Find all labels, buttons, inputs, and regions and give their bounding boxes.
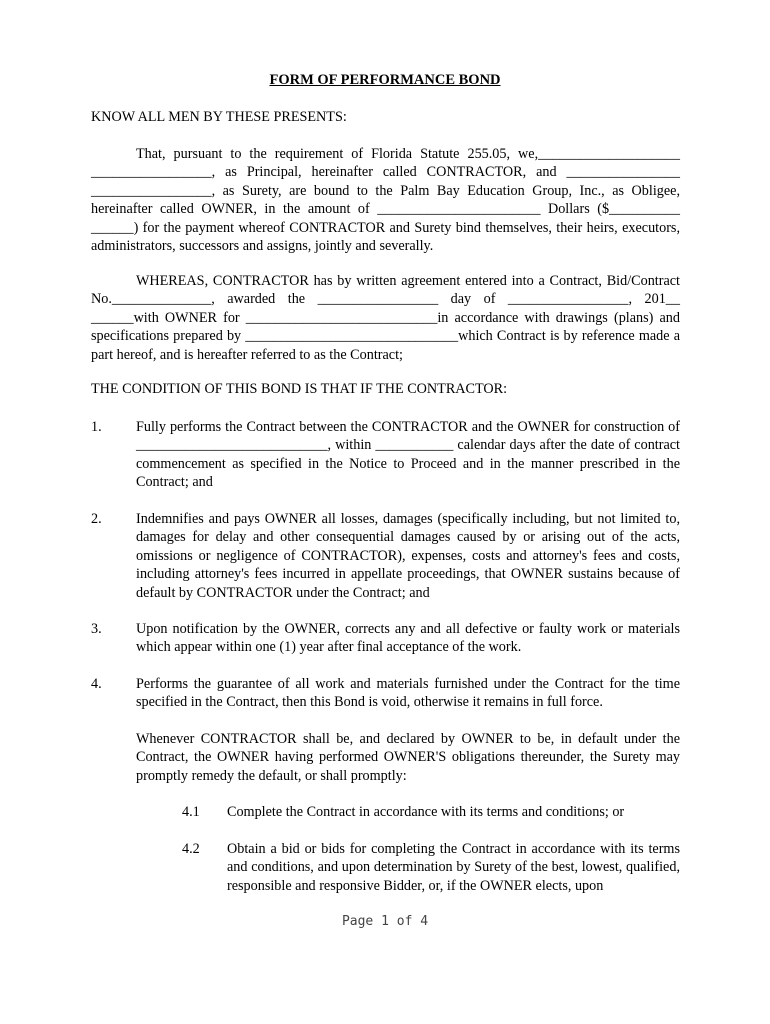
- condition-heading: THE CONDITION OF THIS BOND IS THAT IF THE CONTRACTOR:: [91, 381, 508, 397]
- paragraph-whenever: Whenever CONTRACTOR shall be, and declared by OWNER to be, in default under the Contract, the OWNER having performed OWNER'S obligations thereunder, the Surety may promptly remedy the default, or shall promptly:: [136, 731, 680, 784]
- remedy-item-4-2: [182, 840, 680, 895]
- item-number: 4.: [91, 676, 102, 692]
- paragraph-whereas: WHEREAS, CONTRACTOR has by written agreement entered into a Contract, Bid/Contract No.______________, awarded the _________________ day of _________________, 201__ ______with OWNER for ___________________________in accordance with drawings (plans) and specifications prepared by ______________________________which Contract is by reference made a part hereof, and is hereafter referred to as the Contract;: [91, 273, 680, 363]
- intro-heading: KNOW ALL MEN BY THESE PRESENTS:: [91, 109, 347, 125]
- item-text: Fully performs the Contract between the CONTRACTOR and the OWNER for construction of ___________________________, within ___________ calendar days after the date of contract commencement as specified in the Notice to Proceed and in the manner prescribed in the Contract; and: [136, 419, 680, 491]
- condition-item-4: [91, 675, 680, 712]
- item-text: Obtain a bid or bids for completing the Contract in accordance with its terms and conditions, and upon determination by Surety of the best, lowest, qualified, responsible and responsive Bidder, or, if the OWNER elects, upon: [227, 841, 680, 894]
- paragraph-principal-surety: That, pursuant to the requirement of Florida Statute 255.05, we,____________________ _________________, as Principal, hereinafter called CONTRACTOR, and ________________ _________________, as Surety, are bound to the Palm Bay Education Group, Inc., as Obligee, hereinafter called OWNER, in the amount of _______________________ Dollars ($__________ ______) for the payment whereof CONTRACTOR and Surety bind themselves, their heirs, executors, administrators, successors and assigns, jointly and severally.: [91, 146, 680, 255]
- condition-item-1: [91, 418, 680, 492]
- item-text: Upon notification by the OWNER, corrects any and all defective or faulty work or materials which appear within one (1) year after final acceptance of the work.: [136, 621, 680, 656]
- item-text: Complete the Contract in accordance with its terms and conditions; or: [227, 804, 625, 820]
- item-text: Indemnifies and pays OWNER all losses, damages (specifically including, but not limited to, damages for delay and other consequential damages caused by or arising out of the acts, omissions or negligence of CONTRACTOR), expenses, costs and attorney's fees and costs, including attorney's fees incurred in appellate proceedings, that OWNER sustains because of default by CONTRACTOR under the Contract; and: [136, 511, 680, 601]
- remedy-item-4-1: [182, 803, 680, 821]
- item-text: Performs the guarantee of all work and materials furnished under the Contract for the time specified in the Contract, then this Bond is void, otherwise it remains in full force.: [136, 676, 680, 711]
- condition-item-2: [91, 510, 680, 602]
- item-number: 2.: [91, 511, 102, 527]
- document-title: FORM OF PERFORMANCE BOND: [269, 72, 501, 88]
- item-number: 1.: [91, 419, 102, 435]
- item-number: 3.: [91, 621, 102, 637]
- item-number: 4.1: [182, 804, 200, 820]
- page-number-footer: Page 1 of 4: [341, 914, 429, 929]
- condition-item-3: [91, 620, 680, 657]
- item-number: 4.2: [182, 841, 200, 857]
